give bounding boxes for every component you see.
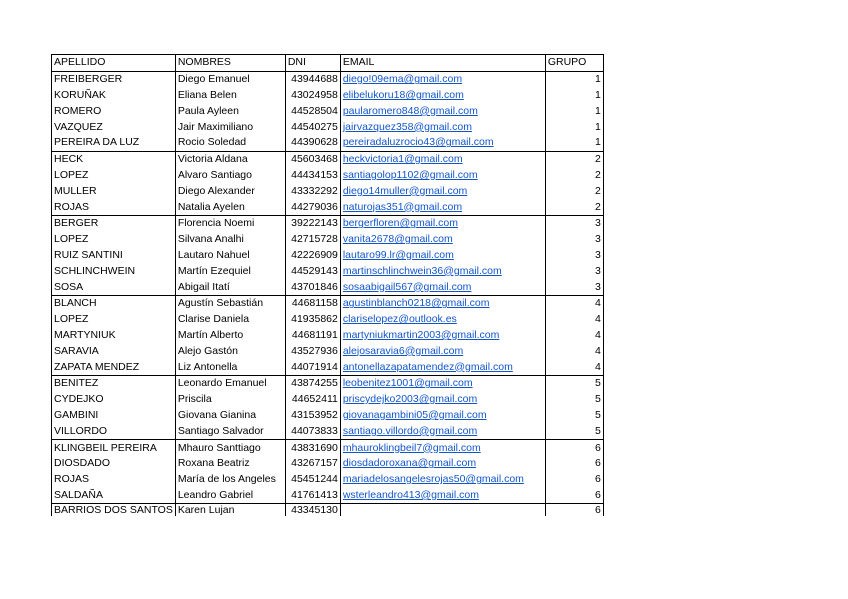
grupo-cell: 4	[545, 328, 603, 344]
email-link[interactable]: heckvictoria1@gmail.com	[342, 153, 463, 166]
email-link[interactable]: agustinblanch0218@gmail.com	[342, 297, 490, 310]
grupo-cell: 2	[545, 151, 603, 167]
email-cell	[340, 295, 545, 311]
grupo-cell: 1	[545, 119, 603, 135]
nombres-cell: Agustín Sebastián	[175, 295, 285, 311]
apellido-cell: ZAPATA MENDEZ	[52, 359, 176, 375]
email-link[interactable]: bergerfloren@gmail.com	[342, 217, 458, 230]
email-link[interactable]: naturojas351@gmail.com	[342, 200, 463, 213]
email-cell	[340, 488, 545, 504]
dni-cell: 42226909	[285, 248, 340, 264]
table-row	[52, 456, 604, 472]
email-link[interactable]: alejosaravia6@gmail.com	[342, 344, 464, 357]
dni-cell: 44279036	[285, 199, 340, 215]
email-link[interactable]: paularomero848@gmail.com	[342, 104, 478, 117]
dni-cell: 44652411	[285, 392, 340, 408]
email-link[interactable]: giovanagambini05@gmail.com	[342, 408, 487, 421]
grupo-cell: 6	[545, 472, 603, 488]
email-link[interactable]: lautaro99.lr@gmail.com	[342, 248, 454, 261]
nombres-cell: Paula Ayleen	[175, 103, 285, 119]
nombres-cell: Martín Alberto	[175, 328, 285, 344]
email-cell	[340, 183, 545, 199]
email-cell	[340, 232, 545, 248]
apellido-cell: SARAVIA	[52, 343, 176, 359]
email-cell	[340, 279, 545, 295]
table-row	[52, 408, 604, 424]
table-row	[52, 199, 604, 215]
grupo-cell: 4	[545, 312, 603, 328]
email-cell	[340, 135, 545, 151]
email-link[interactable]: diego14muller@gmail.com	[342, 184, 468, 197]
nombres-cell: Leonardo Emanuel	[175, 375, 285, 391]
apellido-cell: ROMERO	[52, 103, 176, 119]
email-cell	[340, 504, 545, 517]
apellido-cell: FREIBERGER	[52, 71, 176, 87]
nombres-cell: María de los Angeles	[175, 472, 285, 488]
nombres-cell: Rocio Soledad	[175, 135, 285, 151]
email-cell	[340, 88, 545, 104]
nombres-cell: Florencia Noemi	[175, 215, 285, 231]
dni-cell: 39222143	[285, 215, 340, 231]
dni-cell: 41761413	[285, 488, 340, 504]
nombres-cell: Silvana Analhi	[175, 232, 285, 248]
table-row	[52, 423, 604, 439]
grupo-cell: 3	[545, 248, 603, 264]
email-link[interactable]: santiago.villordo@gmail.com	[342, 424, 478, 437]
apellido-cell: LOPEZ	[52, 168, 176, 184]
grupo-cell: 5	[545, 423, 603, 439]
email-cell	[340, 456, 545, 472]
email-link[interactable]: sosaabigail567@gmail.com	[342, 280, 472, 293]
grupo-cell: 4	[545, 359, 603, 375]
email-link[interactable]: leobenitez1001@gmail.com	[342, 377, 473, 390]
email-link[interactable]: wsterleandro413@gmail.com	[342, 488, 479, 501]
dni-cell: 44071914	[285, 359, 340, 375]
dni-cell: 44540275	[285, 119, 340, 135]
apellido-cell: SCHLINCHWEIN	[52, 263, 176, 279]
email-cell	[340, 199, 545, 215]
nombres-cell: Leandro Gabriel	[175, 488, 285, 504]
apellido-cell: LOPEZ	[52, 232, 176, 248]
apellido-cell: KORUÑAK	[52, 88, 176, 104]
dni-cell: 43527936	[285, 343, 340, 359]
email-link[interactable]: priscydejko2003@gmail.com	[342, 393, 478, 406]
grupo-cell: 3	[545, 279, 603, 295]
nombres-cell: Priscila	[175, 392, 285, 408]
email-link[interactable]: pereiradaluzrocio43@gmail.com	[342, 136, 494, 149]
dni-cell: 44434153	[285, 168, 340, 184]
dni-cell: 43024958	[285, 88, 340, 104]
grupo-cell: 1	[545, 135, 603, 151]
header-email: EMAIL	[340, 55, 545, 72]
table-row	[52, 248, 604, 264]
table-row	[52, 119, 604, 135]
dni-cell: 45603468	[285, 151, 340, 167]
grupo-cell: 5	[545, 375, 603, 391]
dni-cell: 43944688	[285, 71, 340, 87]
header-apellido: APELLIDO	[52, 55, 176, 72]
grupo-cell: 3	[545, 232, 603, 248]
table-row	[52, 359, 604, 375]
grupo-cell: 5	[545, 392, 603, 408]
email-link[interactable]: antonellazapatamendez@gmail.com	[342, 360, 513, 373]
table-row	[52, 328, 604, 344]
nombres-cell: Eliana Belen	[175, 88, 285, 104]
table-row	[52, 135, 604, 151]
dni-cell: 41935862	[285, 312, 340, 328]
dni-cell: 44529143	[285, 263, 340, 279]
email-cell	[340, 408, 545, 424]
nombres-cell: Giovana Gianina	[175, 408, 285, 424]
apellido-cell: BERGER	[52, 215, 176, 231]
grupo-cell: 2	[545, 168, 603, 184]
apellido-cell: GAMBINI	[52, 408, 176, 424]
grupo-cell: 6	[545, 488, 603, 504]
nombres-cell: Alvaro Santiago	[175, 168, 285, 184]
apellido-cell: VILLORDO	[52, 423, 176, 439]
table-row	[52, 504, 604, 517]
grupo-cell: 4	[545, 295, 603, 311]
dni-cell: 44390628	[285, 135, 340, 151]
email-cell	[340, 119, 545, 135]
dni-cell: 43332292	[285, 183, 340, 199]
dni-cell: 44681191	[285, 328, 340, 344]
grupo-cell: 1	[545, 71, 603, 87]
dni-cell: 44528504	[285, 103, 340, 119]
nombres-cell: Mhauro Santtiago	[175, 440, 285, 456]
apellido-cell: BLANCH	[52, 295, 176, 311]
table-row	[52, 343, 604, 359]
email-cell	[340, 472, 545, 488]
dni-cell: 43345130	[285, 504, 340, 517]
email-cell	[340, 103, 545, 119]
dni-cell: 43267157	[285, 456, 340, 472]
nombres-cell: Lautaro Nahuel	[175, 248, 285, 264]
email-cell	[340, 312, 545, 328]
email-cell	[340, 423, 545, 439]
dni-cell: 43153952	[285, 408, 340, 424]
email-cell	[340, 248, 545, 264]
header-row	[52, 55, 604, 72]
dni-cell: 42715728	[285, 232, 340, 248]
dni-cell: 45451244	[285, 472, 340, 488]
table-row	[52, 71, 604, 87]
email-link[interactable]: diosdadoroxana@gmail.com	[342, 457, 477, 470]
nombres-cell: Victoria Aldana	[175, 151, 285, 167]
email-cell	[340, 440, 545, 456]
email-link[interactable]: martyniukmartin2003@gmail.com	[342, 328, 500, 341]
table-row	[52, 488, 604, 504]
table-row	[52, 88, 604, 104]
apellido-cell: DIOSDADO	[52, 456, 176, 472]
nombres-cell: Diego Emanuel	[175, 71, 285, 87]
table-row	[52, 279, 604, 295]
table-row	[52, 232, 604, 248]
nombres-cell: Roxana Beatriz	[175, 456, 285, 472]
apellido-cell: VAZQUEZ	[52, 119, 176, 135]
table-row	[52, 440, 604, 456]
table-row	[52, 103, 604, 119]
email-cell	[340, 71, 545, 87]
grupo-cell: 2	[545, 199, 603, 215]
apellido-cell: ROJAS	[52, 472, 176, 488]
grupo-cell: 6	[545, 456, 603, 472]
nombres-cell: Alejo Gastón	[175, 343, 285, 359]
apellido-cell: BENITEZ	[52, 375, 176, 391]
table-row	[52, 183, 604, 199]
email-link[interactable]: mhauroklingbeil7@gmail.com	[342, 441, 481, 454]
apellido-cell: KLINGBEIL PEREIRA	[52, 440, 176, 456]
grupo-cell: 5	[545, 408, 603, 424]
nombres-cell: Jair Maximiliano	[175, 119, 285, 135]
grupo-cell: 6	[545, 504, 603, 517]
apellido-cell: HECK	[52, 151, 176, 167]
dni-cell: 43701846	[285, 279, 340, 295]
header-dni: DNI	[285, 55, 340, 72]
grupo-cell: 3	[545, 263, 603, 279]
email-cell	[340, 343, 545, 359]
table-row	[52, 312, 604, 328]
apellido-cell: MARTYNIUK	[52, 328, 176, 344]
header-nombres: NOMBRES	[175, 55, 285, 72]
email-link[interactable]: diego!09ema@gmail.com	[342, 73, 463, 86]
email-link[interactable]: clariselopez@outlook.es	[342, 313, 457, 326]
apellido-cell: SALDAÑA	[52, 488, 176, 504]
apellido-cell: CYDEJKO	[52, 392, 176, 408]
email-link[interactable]: santiagolop1102@gmail.com	[342, 168, 478, 181]
nombres-cell: Diego Alexander	[175, 183, 285, 199]
nombres-cell: Liz Antonella	[175, 359, 285, 375]
table-row	[52, 392, 604, 408]
nombres-cell: Abigail Itatí	[175, 279, 285, 295]
email-cell	[340, 151, 545, 167]
apellido-cell: LOPEZ	[52, 312, 176, 328]
nombres-cell: Clarise Daniela	[175, 312, 285, 328]
grupo-cell: 1	[545, 103, 603, 119]
email-cell	[340, 263, 545, 279]
dni-cell: 43874255	[285, 375, 340, 391]
apellido-cell: BARRIOS DOS SANTOS	[52, 504, 176, 517]
header-grupo: GRUPO	[545, 55, 603, 72]
dni-cell: 43831690	[285, 440, 340, 456]
table-row	[52, 472, 604, 488]
email-link[interactable]: elibelukoru18@gmail.com	[342, 88, 464, 101]
apellido-cell: SOSA	[52, 279, 176, 295]
email-cell	[340, 392, 545, 408]
students-table	[51, 54, 604, 516]
email-cell	[340, 359, 545, 375]
table-row	[52, 263, 604, 279]
grupo-cell: 4	[545, 343, 603, 359]
table-row	[52, 151, 604, 167]
apellido-cell: ROJAS	[52, 199, 176, 215]
email-link[interactable]: martinschlinchwein36@gmail.com	[342, 264, 502, 277]
email-link[interactable]: mariadelosangelesrojas50@gmail.com	[342, 473, 524, 486]
email-cell	[340, 215, 545, 231]
apellido-cell: RUIZ SANTINI	[52, 248, 176, 264]
email-link[interactable]: vanita2678@gmail.com	[342, 233, 453, 246]
apellido-cell: MULLER	[52, 183, 176, 199]
table-row	[52, 295, 604, 311]
apellido-cell: PEREIRA DA LUZ	[52, 135, 176, 151]
nombres-cell: Karen Lujan	[175, 504, 285, 517]
table-row	[52, 168, 604, 184]
table-row	[52, 375, 604, 391]
dni-cell: 44073833	[285, 423, 340, 439]
grupo-cell: 6	[545, 440, 603, 456]
dni-cell: 44681158	[285, 295, 340, 311]
email-cell	[340, 328, 545, 344]
grupo-cell: 3	[545, 215, 603, 231]
table-row	[52, 215, 604, 231]
grupo-cell: 1	[545, 88, 603, 104]
nombres-cell: Martín Ezequiel	[175, 263, 285, 279]
grupo-cell: 2	[545, 183, 603, 199]
nombres-cell: Santiago Salvador	[175, 423, 285, 439]
nombres-cell: Natalia Ayelen	[175, 199, 285, 215]
email-link[interactable]: jairvazquez358@gmail.com	[342, 120, 472, 133]
email-cell	[340, 375, 545, 391]
email-cell	[340, 168, 545, 184]
